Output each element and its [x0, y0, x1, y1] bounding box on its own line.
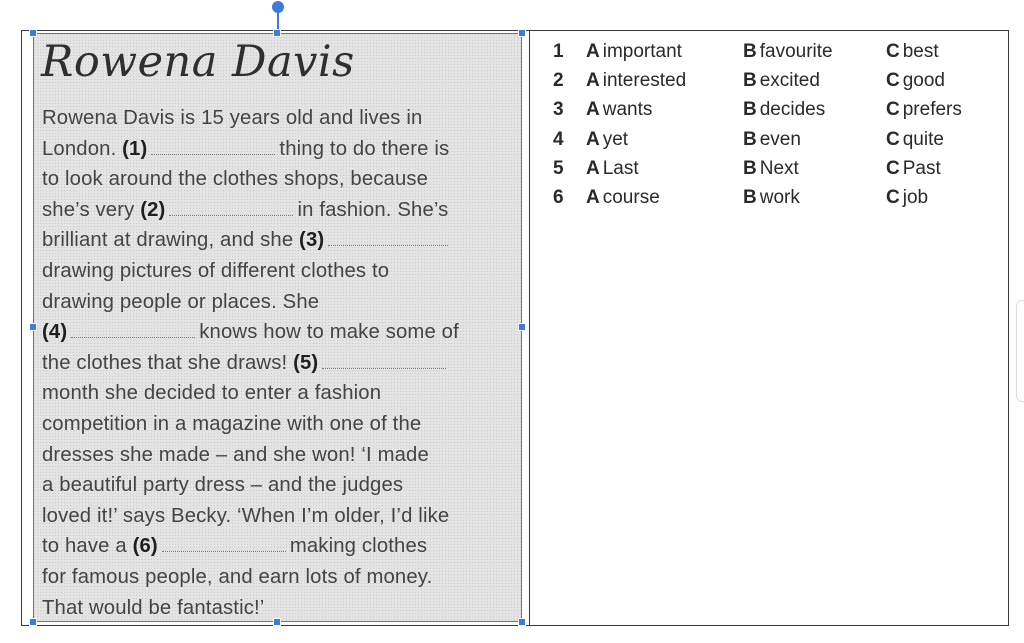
passage-line	[42, 103, 520, 134]
answer-blank	[71, 323, 195, 338]
option-a	[586, 158, 639, 180]
passage-line	[42, 256, 520, 287]
passage-text-run: in fashion. She’s	[297, 198, 449, 221]
option-letter: C	[886, 128, 900, 150]
passage-line	[42, 164, 520, 195]
resize-handle-bottom-left[interactable]	[29, 618, 37, 626]
passage-line	[42, 440, 520, 471]
passage-text-run: to look around the clothes shops, because	[42, 168, 429, 191]
option-letter: C	[886, 157, 900, 179]
passage-line	[42, 378, 520, 409]
option-b	[743, 99, 825, 121]
question-number: 3	[553, 99, 564, 121]
passage-text-run: to have a	[42, 535, 133, 558]
option-letter: C	[886, 99, 900, 121]
answer-blank	[322, 354, 446, 369]
passage-text-run: drawing pictures of different clothes to	[42, 259, 390, 282]
passage-line	[42, 593, 520, 623]
option-a	[586, 99, 652, 121]
passage-text-run: knows how to make some of	[199, 321, 459, 344]
option-word: Last	[602, 157, 639, 179]
passage-text-run: loved it!’ says Becky. ‘When I’m older, I’d like	[42, 504, 450, 527]
option-word: prefers	[902, 99, 962, 121]
answer-blank	[328, 231, 448, 246]
option-letter: B	[743, 99, 757, 121]
option-row	[553, 70, 993, 99]
option-letter: B	[743, 70, 757, 92]
option-letter: C	[886, 41, 900, 62]
passage-line	[42, 501, 520, 532]
option-word: course	[602, 187, 660, 208]
passage-line	[42, 470, 520, 501]
passage-text-run: That would be fantastic!’	[42, 596, 265, 619]
option-letter: C	[886, 70, 900, 92]
passage-line	[42, 348, 520, 379]
option-row	[553, 158, 993, 187]
option-word: best	[902, 41, 939, 62]
passage-line	[42, 134, 520, 165]
gap-number: (2)	[140, 198, 166, 221]
passage-line	[42, 317, 520, 348]
resize-handle-top-right[interactable]	[518, 29, 526, 37]
question-number: 6	[553, 187, 564, 208]
option-c	[886, 41, 939, 63]
option-word: quite	[902, 128, 944, 150]
gap-number: (1)	[122, 137, 148, 160]
answer-blank	[162, 537, 286, 552]
passage-text-run: competition in a magazine with one of the	[42, 412, 422, 435]
gap-number: (4)	[42, 321, 68, 344]
resize-handle-middle-left[interactable]	[29, 323, 37, 331]
passage-text-run: month she decided to enter a fashion	[42, 382, 382, 405]
answer-blank	[151, 140, 275, 155]
gap-number: (6)	[132, 535, 158, 558]
passage-text-run: she’s very	[42, 198, 141, 221]
option-row	[553, 41, 993, 70]
passage-text	[42, 103, 520, 622]
question-number: 1	[553, 41, 564, 62]
question-number: 4	[553, 128, 564, 150]
answer-blank	[169, 201, 293, 216]
resize-handle-bottom-right[interactable]	[518, 618, 526, 626]
option-b	[743, 187, 800, 209]
passage-title: Rowena Davis	[41, 37, 355, 87]
side-panel-tab[interactable]	[1016, 300, 1024, 402]
option-letter: B	[743, 187, 757, 208]
option-b	[743, 41, 833, 63]
option-word: interested	[602, 70, 687, 92]
option-letter: B	[743, 128, 757, 150]
option-letter: B	[743, 157, 757, 179]
option-b	[743, 70, 820, 92]
passage-text-run: London.	[42, 137, 123, 160]
passage-text-run: for famous people, and earn lots of money.	[42, 565, 433, 588]
option-word: decides	[759, 99, 826, 121]
option-b	[743, 158, 799, 180]
option-row	[553, 129, 993, 158]
resize-handle-top-left[interactable]	[29, 29, 37, 37]
option-word: good	[902, 70, 946, 92]
question-number: 5	[553, 157, 564, 179]
passage-text-run: making clothes	[289, 535, 428, 558]
option-word: even	[759, 128, 801, 150]
passage-text-run: a beautiful party dress – and the judges	[42, 474, 404, 497]
option-word: important	[602, 41, 682, 62]
option-c	[886, 129, 944, 151]
option-a	[586, 70, 686, 92]
option-word: favourite	[759, 41, 833, 62]
resize-handle-bottom-middle[interactable]	[273, 618, 281, 626]
option-letter: A	[586, 99, 600, 121]
option-word: work	[759, 187, 800, 208]
column-divider	[529, 30, 530, 626]
option-c	[886, 99, 962, 121]
question-number: 2	[553, 70, 564, 92]
passage-line	[42, 195, 520, 226]
option-letter: A	[586, 41, 600, 62]
option-letter: A	[586, 128, 600, 150]
rotate-handle[interactable]	[272, 1, 284, 13]
gap-number: (3)	[299, 229, 325, 252]
option-word: excited	[759, 70, 820, 92]
option-row	[553, 99, 993, 128]
resize-handle-middle-right[interactable]	[518, 323, 526, 331]
passage-text-run: dresses she made – and she won! ‘I made	[42, 443, 429, 466]
option-a	[586, 187, 660, 209]
passage-line	[42, 531, 520, 562]
option-letter: A	[586, 187, 600, 208]
passage-line	[42, 562, 520, 593]
passage-image[interactable]	[33, 33, 522, 622]
option-a	[586, 129, 628, 151]
option-row	[553, 187, 993, 216]
passage-text-run: the clothes that she draws!	[42, 351, 294, 374]
resize-handle-top-middle[interactable]	[273, 29, 281, 37]
passage-text-run: drawing people or places. She	[42, 290, 320, 313]
option-b	[743, 129, 801, 151]
option-letter: C	[886, 187, 900, 208]
gap-number: (5)	[293, 351, 319, 374]
passage-text-run: Rowena Davis is 15 years old and lives in	[42, 107, 423, 129]
passage-text-run: brilliant at drawing, and she	[42, 229, 300, 252]
option-a	[586, 41, 682, 63]
passage-line	[42, 225, 520, 256]
passage-text-run: thing to do there is	[279, 137, 450, 160]
option-word: yet	[602, 128, 629, 150]
passage-line	[42, 287, 520, 318]
option-c	[886, 70, 945, 92]
option-letter: A	[586, 70, 600, 92]
option-c	[886, 158, 941, 180]
passage-line	[42, 409, 520, 440]
option-letter: B	[743, 41, 757, 62]
option-word: job	[902, 187, 929, 208]
option-word: Next	[759, 157, 799, 179]
option-word: wants	[602, 99, 653, 121]
option-c	[886, 187, 928, 209]
option-letter: A	[586, 157, 600, 179]
option-word: Past	[902, 157, 941, 179]
